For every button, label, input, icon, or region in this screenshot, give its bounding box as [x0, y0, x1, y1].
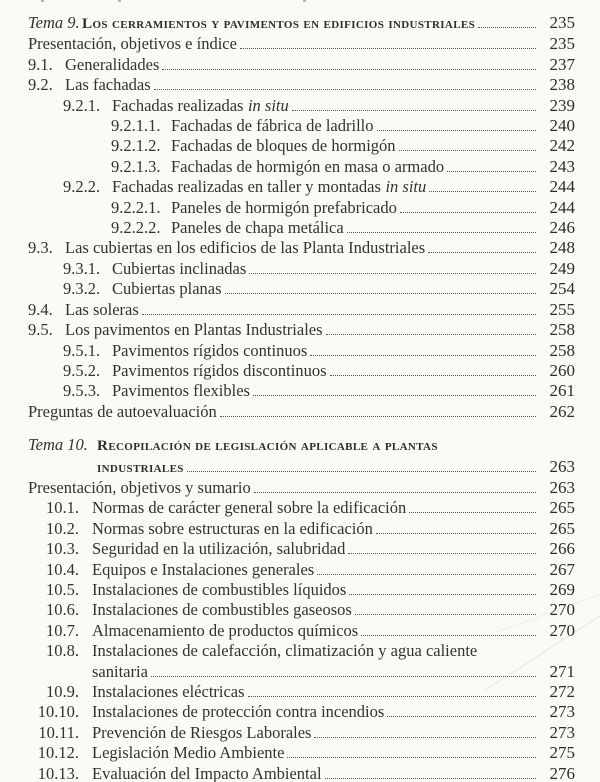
entry-label: Evaluación del Impacto Ambiental: [92, 763, 322, 782]
dot-leader: [225, 289, 536, 294]
entry-label: Normas sobre estructuras en la edificación: [92, 518, 373, 538]
dot-leader: [162, 65, 536, 70]
entry-label: Seguridad en la utilización, salubridad: [92, 539, 346, 559]
entry-page-number: 272: [549, 682, 575, 701]
toc-entry: [63, 341, 575, 361]
entry-page-number: 270: [549, 620, 575, 640]
entry-label-italic: in situ: [247, 95, 289, 115]
entry-number: 9.2.1.2.: [111, 136, 161, 156]
entry-page-number: 263: [549, 456, 575, 476]
toc-entry: [28, 560, 575, 580]
dot-leader: [330, 371, 537, 376]
dot-leader: [240, 44, 536, 49]
entry-number: 9.2.1.1.: [111, 116, 161, 136]
entry-page-number: 265: [549, 498, 575, 518]
entry-label: Equipos e Instalaciones generales: [92, 559, 315, 579]
entry-page-number: 258: [549, 340, 575, 360]
toc-entry: [111, 198, 575, 218]
entry-number: 10.7.: [46, 620, 79, 640]
entry-number: 9.2.: [28, 75, 53, 95]
entry-page-number: 273: [549, 722, 575, 742]
toc-entry: [28, 600, 575, 620]
entry-number: 9.3.1.: [63, 258, 101, 278]
entry-page-number: 276: [549, 763, 575, 782]
entry-page-number: 235: [549, 34, 575, 54]
section-heading: [28, 435, 575, 456]
entry-page-number: 263: [549, 477, 575, 497]
dot-leader: [409, 508, 536, 513]
entry-page-number: 270: [549, 600, 575, 620]
dot-leader: [253, 391, 536, 396]
toc-entry: [28, 498, 575, 518]
heading-tema-number: Tema 9.: [28, 13, 80, 32]
entry-label: Pavimentos flexibles: [112, 381, 250, 401]
toc-entry: [28, 478, 575, 498]
entry-number: 9.1.: [28, 54, 53, 74]
entry-number: 9.2.2.: [63, 177, 101, 197]
toc-entry: [28, 743, 575, 763]
entry-page-number: 271: [549, 661, 575, 681]
entry-number: 9.5.: [28, 320, 53, 340]
dot-leader: [400, 208, 536, 213]
dot-leader: [254, 488, 536, 493]
toc-entry: [63, 381, 575, 401]
heading-title: Recopilación de legislación aplicable a plantas: [97, 437, 438, 455]
entry-number: 9.5.1.: [63, 340, 101, 360]
entry-number: 10.2.: [46, 518, 79, 538]
toc-entry: [111, 136, 575, 156]
heading-tema-number: Tema 10.: [28, 435, 88, 455]
dot-leader: [248, 692, 536, 697]
dot-leader: [142, 310, 536, 315]
section-tema-10: [28, 435, 575, 782]
entry-number: 10.3.: [46, 539, 79, 559]
dot-leader: [355, 610, 536, 615]
entry-page-number: 258: [549, 320, 575, 340]
entry-page-number: 273: [549, 702, 575, 722]
toc-entry: [28, 723, 575, 743]
dot-leader: [287, 753, 536, 758]
entry-label: Almacenamiento de productos químicos: [92, 620, 359, 640]
toc-entry: [28, 621, 575, 641]
scan-speck: [303, 0, 306, 2]
entry-number: 9.3.: [28, 238, 53, 258]
entry-label: Cubiertas planas: [112, 279, 222, 299]
dot-leader: [348, 549, 536, 554]
toc-entry: [63, 279, 575, 299]
toc-entry: [28, 402, 575, 422]
dot-leader: [478, 23, 536, 28]
entry-page-number: 240: [549, 116, 575, 136]
entry-page-number: 275: [549, 743, 575, 763]
entry-label: sanitaria: [92, 661, 148, 681]
dot-leader: [154, 85, 536, 90]
dot-leader: [187, 467, 536, 472]
entry-page-number: 249: [549, 258, 575, 278]
dot-leader: [220, 412, 536, 417]
dot-leader: [151, 672, 536, 677]
toc-entry: [111, 218, 575, 238]
entry-label: Las fachadas: [65, 75, 151, 95]
entry-page-number: 242: [549, 136, 575, 156]
dot-leader: [310, 351, 536, 356]
entry-label: Fachadas realizadas en taller y montadas: [112, 177, 381, 197]
entry-page-number: 248: [549, 238, 575, 258]
entry-page-number: 260: [549, 360, 575, 380]
dot-leader: [376, 529, 536, 534]
entry-number: 10.10.: [37, 702, 79, 722]
entry-number: 10.11.: [38, 722, 79, 742]
entry-number: 9.2.2.1.: [111, 197, 161, 217]
entry-label: Instalaciones de calefacción, climatización y agua caliente: [92, 641, 478, 661]
entry-page-number: 267: [549, 559, 575, 579]
entry-page-number: 235: [549, 13, 575, 32]
dot-leader: [326, 330, 536, 335]
toc-sections: [28, 13, 575, 782]
dot-leader: [361, 631, 536, 636]
entry-label: Instalaciones de combustibles gaseosos: [92, 600, 352, 620]
toc-entry: [63, 96, 575, 116]
entry-page-number: 244: [549, 177, 575, 197]
entry-page-number: 238: [549, 75, 575, 95]
dot-leader: [428, 248, 536, 253]
entry-label: Pavimentos rígidos discontinuos: [112, 360, 327, 380]
entry-number: 9.2.1.3.: [111, 156, 161, 176]
entry-label: Legislación Medio Ambiente: [92, 743, 285, 763]
entry-label: Prevención de Riesgos Laborales: [92, 722, 312, 742]
entry-page-number: 254: [549, 279, 575, 299]
entry-label: Fachadas realizadas: [112, 95, 244, 115]
dot-leader: [349, 590, 536, 595]
entry-page-number: 246: [549, 218, 575, 238]
toc-entry: [28, 75, 575, 95]
heading-title-continuation: industriales: [97, 458, 184, 476]
section-tema-9: [28, 13, 575, 422]
toc-entry: [28, 539, 575, 559]
entry-label: Las soleras: [65, 299, 139, 319]
entry-page-number: 243: [549, 156, 575, 176]
scan-speck: [41, 0, 44, 2]
toc-entry: [63, 361, 575, 381]
entry-number: 10.4.: [46, 559, 79, 579]
entry-label-italic: in situ: [385, 177, 427, 197]
dot-leader: [314, 733, 536, 738]
entry-page-number: 255: [549, 299, 575, 319]
toc-entry: [28, 764, 575, 782]
entry-number: 10.8.: [46, 641, 79, 661]
entry-label: Paneles de chapa metálica: [171, 218, 344, 238]
dot-leader: [377, 126, 537, 131]
entry-label: Presentación, objetivos y sumario: [28, 477, 251, 497]
toc-entry: [28, 519, 575, 539]
toc-entry: [28, 580, 575, 600]
entry-page-number: 261: [549, 381, 575, 401]
entry-label: Fachadas de fábrica de ladrillo: [171, 116, 374, 136]
entry-label: Fachadas de bloques de hormigón: [171, 136, 396, 156]
entry-number: 10.6.: [46, 600, 79, 620]
heading-title: Los cerramientos y pavimentos en edificios industriales: [82, 15, 476, 32]
entry-page-number: 269: [549, 579, 575, 599]
toc-entry: [28, 320, 575, 340]
entry-number: 10.1.: [46, 498, 79, 518]
toc-entry: [28, 300, 575, 320]
dot-leader: [325, 774, 536, 779]
entry-page-number: 262: [549, 401, 575, 421]
toc-entry: [63, 259, 575, 279]
entry-label: Las cubiertas en los edificios de las Planta Industriales: [65, 238, 426, 258]
entry-number: 10.12.: [37, 743, 79, 763]
dot-leader: [387, 712, 536, 717]
entry-page-number: 265: [549, 518, 575, 538]
entry-number: 9.4.: [28, 299, 53, 319]
toc-entry: [28, 641, 575, 661]
entry-label: Normas de carácter general sobre la edificación: [92, 498, 407, 518]
dot-leader: [347, 228, 536, 233]
dot-leader: [317, 570, 536, 575]
toc-entry: [111, 116, 575, 136]
entry-page-number: 239: [549, 95, 575, 115]
entry-label: Presentación, objetivos e índice: [28, 34, 237, 54]
toc-entry: [111, 157, 575, 177]
entry-number: 9.3.2.: [63, 279, 101, 299]
dot-leader: [447, 167, 536, 172]
entry-page-number: 244: [549, 197, 575, 217]
scan-speck: [118, 0, 121, 2]
entry-label: Instalaciones de combustibles líquidos: [92, 579, 347, 599]
section-heading: [28, 13, 575, 34]
toc-entry: [28, 34, 575, 54]
dot-leader: [249, 269, 536, 274]
entry-number: 10.5.: [46, 579, 79, 599]
entry-label: Cubiertas inclinadas: [112, 258, 247, 278]
dot-leader: [292, 106, 536, 111]
entry-number: 9.5.2.: [63, 360, 101, 380]
entry-label: Generalidades: [65, 54, 160, 74]
toc-entry: [63, 177, 575, 197]
entry-number: 9.2.1.: [63, 95, 101, 115]
dot-leader: [429, 187, 536, 192]
entry-number: 9.2.2.2.: [111, 218, 161, 238]
dot-leader: [399, 146, 536, 151]
entry-label: Paneles de hormigón prefabricado: [171, 197, 397, 217]
toc-entry: [28, 702, 575, 722]
entry-label: Instalaciones eléctricas: [92, 682, 245, 701]
entry-page-number: 266: [549, 539, 575, 559]
section-heading-continuation: [97, 457, 575, 478]
entry-label: Fachadas de hormigón en masa o armado: [171, 156, 445, 176]
entry-page-number: 237: [549, 54, 575, 74]
entry-number: 10.13.: [37, 763, 79, 782]
entry-label: Los pavimentos en Plantas Industriales: [65, 320, 323, 340]
entry-number: 9.5.3.: [63, 381, 101, 401]
toc-entry: [28, 238, 575, 258]
entry-label: Preguntas de autoevaluación: [28, 401, 217, 421]
entry-label: Instalaciones de protección contra incendios: [92, 702, 385, 722]
toc-entry: [28, 55, 575, 75]
entry-number: 10.9.: [46, 682, 79, 701]
entry-label: Pavimentos rígidos continuos: [112, 340, 308, 360]
